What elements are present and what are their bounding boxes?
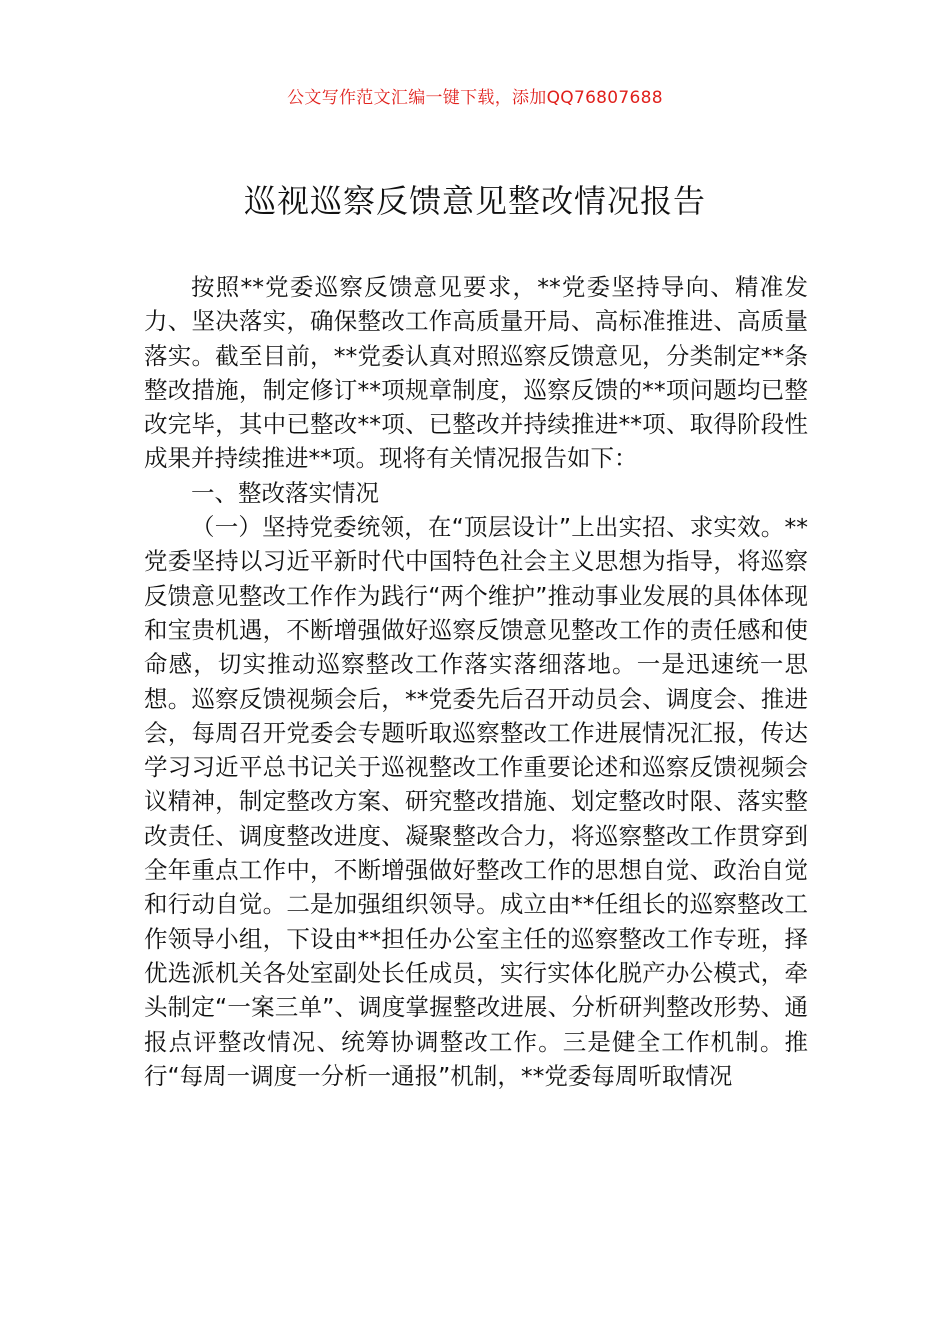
document-title: 巡视巡察反馈意见整改情况报告 bbox=[243, 182, 706, 220]
document-body bbox=[144, 270, 808, 1093]
header-download-note: 公文写作范文汇编一键下载，添加QQ76807688 bbox=[287, 88, 663, 108]
section-heading: 一、整改落实情况 bbox=[191, 478, 379, 507]
subsection-paragraph: （一）坚持党委统领，在“顶层设计”上出实招、求实效。**党委坚持以习近平新时代中国特色社会主义思想为指导，将巡察反馈意见整改工作作为践行“两个维护”推动事业发展的具体体现和宝贵机遇，不断增强做好巡察反馈意见整改工作的责任感和使命感，切实推动巡察整改工作落实落细落地。一是迅速统一思想。巡察反馈视频会后，**党委先后召开动员会、调度会、推进会，每周召开党委会专题听取巡察整改工作进展情况汇报，传达学习习近平总书记关于巡视整改工作重要论述和巡察反馈视频会议精神，制定整改方案、研究整改措施、划定整改时限、落实整改责任、调度整改进度、凝聚整改合力，将巡察整改工作贯穿到全年重点工作中，不断增强做好整改工作的思想自觉、政治自觉和行动自觉。二是加强组织领导。成立由**任组长的巡察整改工作领导小组，下设由**担任办公室主任的巡察整改工作专班，择优选派机关各处室副处长任成员，实行实体化脱产办公模式，牵头制定“一案三单”、调度掌握整改进展、分析研判整改形势、通报点评整改情况、统筹协调整改工作。三是健全工作机制。推行“每周一调度一分析一通报”机制，**党委每周听取情况 bbox=[144, 513, 808, 1090]
intro-paragraph: 按照**党委巡察反馈意见要求，**党委坚持导向、精准发力、坚决落实，确保整改工作高质量开局、高标准推进、高质量落实。截至目前，**党委认真对照巡察反馈意见，分类制定**条整改措施，制定修订**项规章制度，巡察反馈的**项问题均已整改完毕，其中已整改**项、已整改并持续推进**项、取得阶段性成果并持续推进**项。现将有关情况报告如下： bbox=[144, 273, 808, 473]
